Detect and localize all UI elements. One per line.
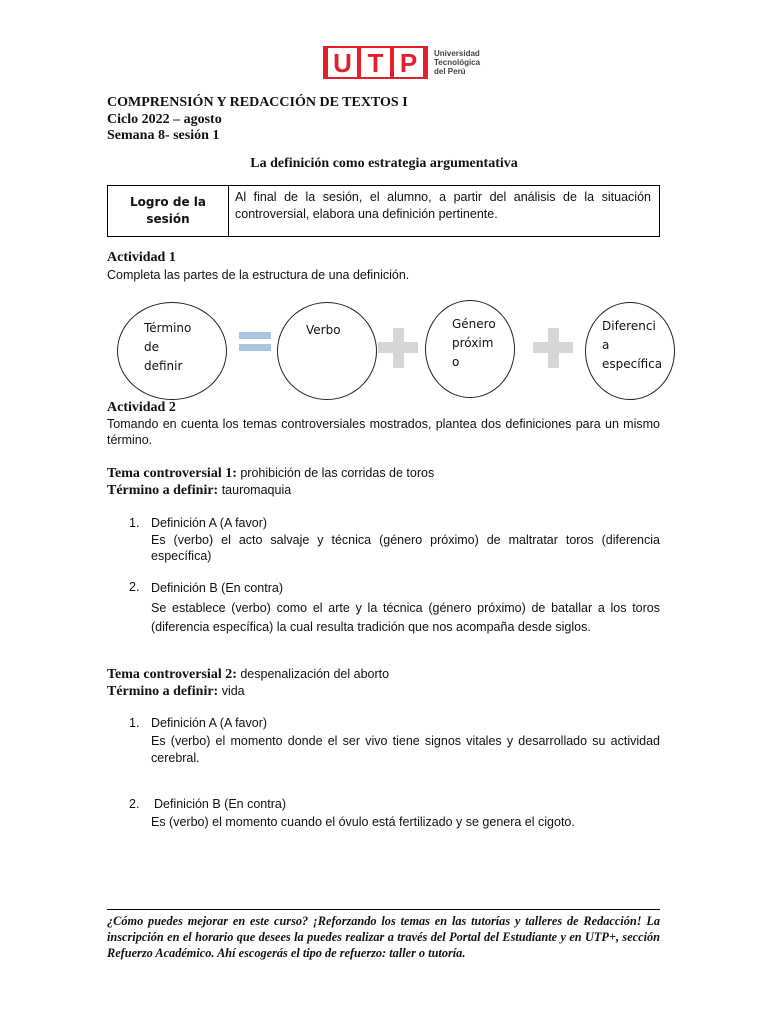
- logo-text-line: Tecnológica: [434, 58, 481, 67]
- list-number: 2.: [129, 797, 140, 811]
- logo-letter-u: U: [328, 48, 357, 77]
- tema-label: Tema controversial 1:: [107, 466, 237, 481]
- logo-text-line: del Perú: [434, 67, 466, 76]
- logo-letter-t: T: [361, 48, 390, 77]
- definition-item: [154, 796, 660, 813]
- part-line: Verbo: [306, 323, 341, 337]
- termino-value: vida: [218, 684, 245, 698]
- tema-label: Tema controversial 2:: [107, 667, 237, 682]
- definition-item: [151, 715, 660, 767]
- tema-value: despenalización del aborto: [236, 667, 390, 681]
- part-termino: [117, 302, 227, 400]
- part-verbo: [277, 302, 377, 400]
- part-line: específica: [602, 357, 663, 371]
- logo-letter-p: P: [394, 48, 423, 77]
- course-cycle: Ciclo 2022 – agosto: [107, 112, 222, 127]
- definition-body: Es (verbo) el momento donde el ser vivo tiene signos vitales y desarrollado su actividad cerebral.: [151, 734, 660, 765]
- part-line: próxim: [452, 336, 494, 350]
- course-week: Semana 8- sesión 1: [107, 128, 220, 143]
- part-genero: [425, 300, 515, 398]
- list-number: 1.: [129, 516, 140, 530]
- definition-body: Es (verbo) el momento cuando el óvulo está fertilizado y se genera el cigoto.: [151, 815, 575, 829]
- utp-logo: [323, 46, 480, 79]
- definition-title: Definición A (A favor): [151, 516, 268, 530]
- actividad-1-heading: Actividad 1: [107, 250, 176, 265]
- list-number: 1.: [129, 716, 140, 730]
- list-number: 2.: [129, 580, 140, 594]
- tema-2-line: [107, 666, 389, 683]
- footer-note: ¿Cómo puedes mejorar en este curso? ¡Reforzando los temas en las tutorías y talleres de Redacción! La inscripción en el horario que desees la puedes realizar a través del Portal del Estudiante y en UTP+, sección Refuerzo Académico. Ahí escogerás el tipo de refuerzo: taller o tutoría.: [107, 909, 660, 961]
- logro-label: Logro de la sesión: [108, 186, 229, 237]
- definition-item: [151, 515, 660, 564]
- definition-title: Definición B (En contra): [151, 581, 284, 595]
- part-line: definir: [144, 359, 183, 373]
- definition-structure-diagram: [107, 290, 687, 410]
- tema-value: prohibición de las corridas de toros: [236, 466, 435, 480]
- part-line: a: [602, 338, 610, 352]
- definition-body: Es (verbo) el acto salvaje y técnica (género próximo) de maltratar toros (diferencia específica): [151, 533, 660, 563]
- equals-icon: [239, 332, 271, 352]
- termino-value: tauromaquia: [218, 483, 292, 497]
- part-line: Diferenci: [602, 319, 656, 333]
- logo-wordmark: [434, 49, 480, 76]
- logro-table: [107, 185, 660, 237]
- definition-item: [151, 579, 660, 637]
- page-title: La definición como estrategia argumentativa: [250, 156, 518, 171]
- part-line: Término: [144, 321, 192, 335]
- actividad-2-heading: Actividad 2: [107, 400, 176, 415]
- part-line: Género: [452, 317, 496, 331]
- termino-label: Término a definir:: [107, 684, 219, 699]
- termino-label: Término a definir:: [107, 483, 219, 498]
- actividad-2-instruction: Tomando en cuenta los temas controversiales mostrados, plantea dos definiciones para un mismo término.: [107, 417, 660, 447]
- logo-mark: [323, 46, 428, 79]
- part-diferencia: [585, 302, 675, 400]
- logro-text: Al final de la sesión, el alumno, a partir del análisis de la situación controversial, elabora una definición pertinente.: [229, 186, 660, 237]
- definition-title: Definición A (A favor): [151, 716, 268, 730]
- definition-title: Definición B (En contra): [154, 797, 287, 811]
- tema-1-line: [107, 465, 434, 482]
- termino-1-line: [107, 482, 291, 499]
- definition-body: Se establece (verbo) como el arte y la técnica (género próximo) de batallar a los toros (diferencia específica) la cual resulta tradición que nos acompaña desde siglos.: [151, 601, 660, 634]
- logo-text-line: Universidad: [434, 49, 480, 58]
- plus-icon: [378, 328, 418, 368]
- course-title: COMPRENSIÓN Y REDACCIÓN DE TEXTOS I: [107, 95, 408, 110]
- part-line: o: [452, 355, 460, 369]
- actividad-1-instruction: Completa las partes de la estructura de una definición.: [107, 268, 410, 282]
- termino-2-line: [107, 683, 245, 700]
- part-line: de: [144, 340, 159, 354]
- plus-icon: [533, 328, 573, 368]
